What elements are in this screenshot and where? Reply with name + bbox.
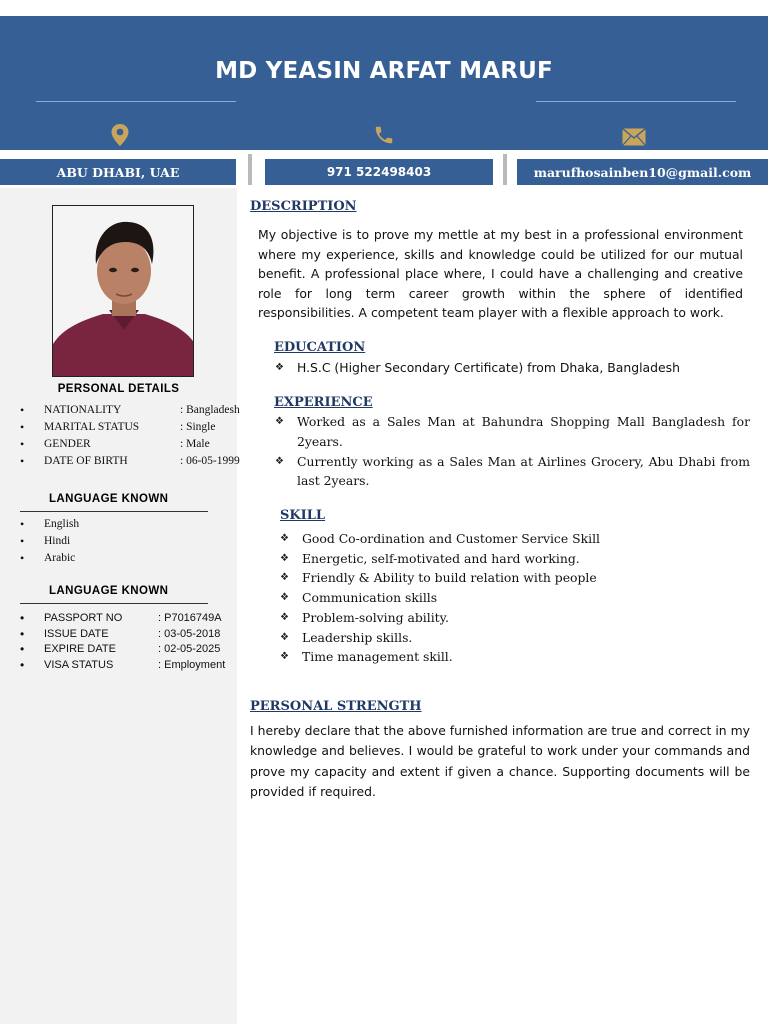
passport-section-title: LANGUAGE KNOWN (49, 585, 169, 597)
list-item: ❖ Currently working as a Sales Man at Airlines Grocery, Abu Dhabi from last 2years. (274, 452, 750, 491)
personal-details-list (20, 402, 240, 470)
header-divider-right (536, 101, 736, 102)
detail-value: : Bangladesh (180, 404, 240, 416)
language-title-rule (20, 511, 208, 512)
list-item: ❖ Friendly & Ability to build relation with people (279, 568, 749, 588)
list-item: • Hindi (20, 533, 79, 550)
detail-value: : 06-05-1999 (180, 455, 240, 467)
phone-bar: 971 522498403 (265, 159, 493, 185)
bar-separator (248, 154, 252, 185)
header-banner (0, 16, 768, 150)
detail-label: VISA STATUS (44, 658, 114, 671)
list-item (20, 436, 210, 453)
detail-value: : 02-05-2025 (158, 643, 221, 655)
detail-value: : Male (180, 438, 210, 450)
list-item (20, 453, 240, 470)
education-heading: EDUCATION (274, 340, 366, 355)
bar-separator (503, 154, 507, 185)
list-item: ❖ Worked as a Sales Man at Bahundra Shopping Mall Bangladesh for 2years. (274, 412, 750, 451)
location-bar: ABU DHABI, UAE (0, 159, 236, 185)
detail-value: : 03-05-2018 (158, 627, 221, 640)
detail-value: : Single (180, 421, 216, 433)
list-item (20, 611, 222, 627)
list-item: • English (20, 516, 79, 533)
email-bar: marufhosainben10@gmail.com (517, 159, 768, 185)
detail-label: MARITAL STATUS (44, 421, 140, 433)
profile-photo (52, 205, 194, 377)
list-item: ❖ Time management skill. (279, 647, 749, 667)
education-list (274, 358, 744, 377)
personal-strength-heading: PERSONAL STRENGTH (250, 699, 422, 714)
language-list (20, 516, 79, 567)
candidate-name: MD YEASIN ARFAT MARUF (215, 58, 553, 84)
detail-value: : P7016749A (158, 612, 222, 624)
phone-icon (373, 124, 395, 146)
list-item (20, 402, 240, 419)
description-heading: DESCRIPTION (250, 199, 357, 214)
list-item (20, 419, 216, 436)
detail-label: NATIONALITY (44, 404, 122, 416)
detail-label: ISSUE DATE (44, 627, 109, 640)
location-pin-icon (110, 123, 130, 147)
list-item (20, 627, 221, 643)
list-item (20, 642, 221, 658)
detail-label: PASSPORT NO (44, 612, 123, 624)
list-item: • Arabic (20, 550, 79, 567)
envelope-icon (622, 128, 646, 146)
list-item: ❖ Communication skills (279, 588, 749, 608)
language-title: LANGUAGE KNOWN (49, 493, 169, 505)
detail-label: GENDER (44, 438, 91, 450)
list-item: ❖ Leadership skills. (279, 628, 749, 648)
passport-details-list (20, 611, 226, 673)
list-item: ❖ Good Co-ordination and Customer Service Skill (279, 529, 749, 549)
experience-heading: EXPERIENCE (274, 395, 373, 410)
detail-value: : Employment (158, 658, 226, 671)
detail-label: DATE OF BIRTH (44, 455, 128, 467)
skill-heading: SKILL (280, 508, 326, 523)
detail-label: EXPIRE DATE (44, 643, 116, 655)
passport-title-rule (20, 603, 208, 604)
header-divider-left (36, 101, 236, 102)
list-item: ❖ H.S.C (Higher Secondary Certificate) from Dhaka, Bangladesh (274, 358, 744, 377)
personal-details-title: PERSONAL DETAILS (57, 383, 180, 395)
list-item (20, 658, 226, 674)
list-item: ❖ Problem-solving ability. (279, 608, 749, 628)
skill-list (279, 529, 749, 667)
experience-list (274, 412, 750, 491)
personal-strength-text: I hereby declare that the above furnished information are true and correct in my knowledge and believes. I would be grateful to work under your commands and prove my capacity and extent if given a chance. Supporting documents will be provided if required. (250, 723, 750, 799)
list-item: ❖ Energetic, self-motivated and hard working. (279, 549, 749, 569)
description-text: My objective is to prove my mettle at my best in a professional environment where my experience, skills and knowledge could be utilized for our mutual benefit. A professional place where, I could have a challenging and creative role for long term career growth within the sphere of identified responsibilities. A competent team player with a flexible approach to work. (258, 227, 743, 321)
